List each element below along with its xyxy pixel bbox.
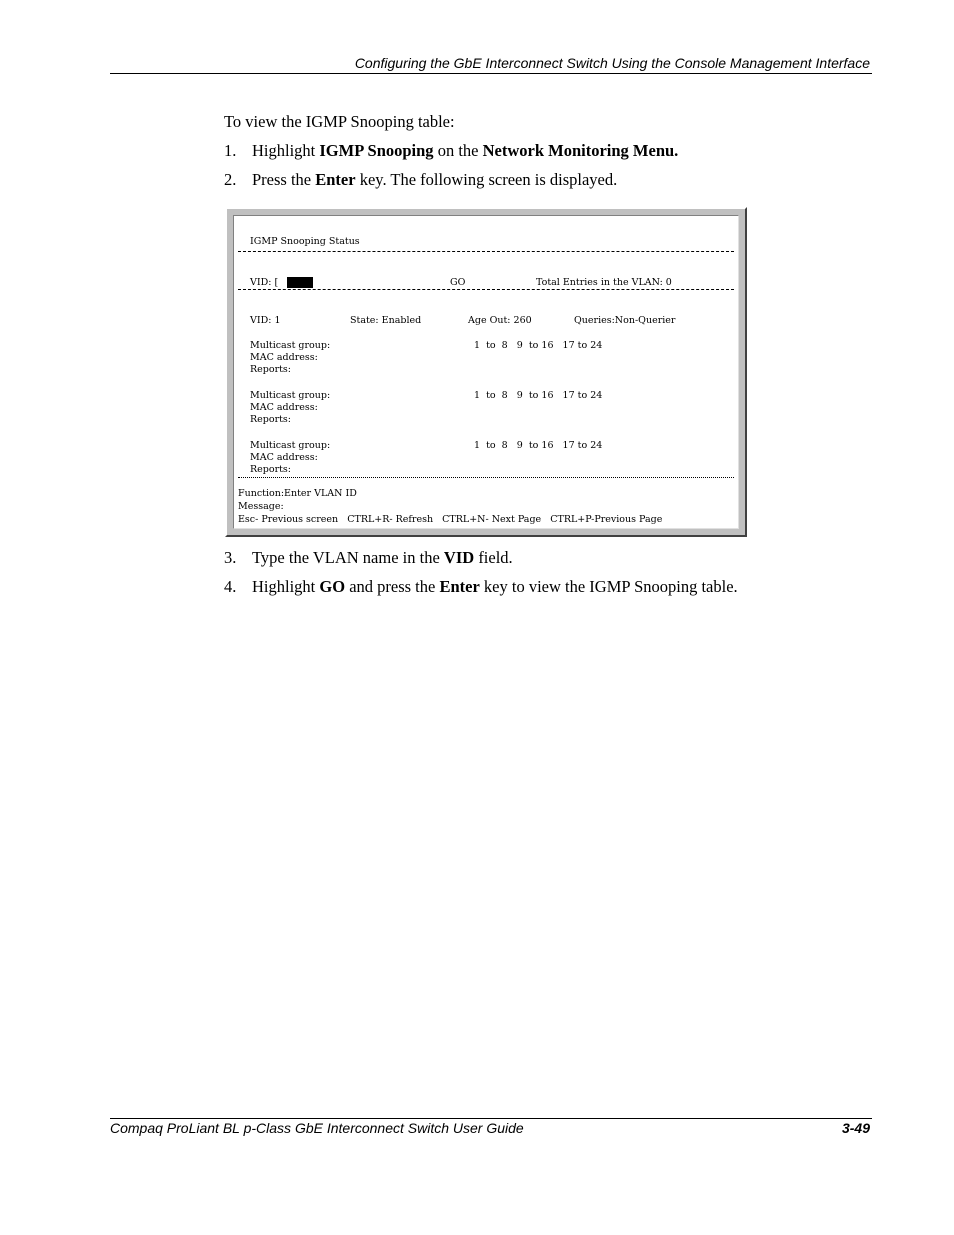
reports-label: Reports: bbox=[250, 364, 292, 375]
step-text: key. The following screen is displayed. bbox=[355, 170, 618, 189]
status-vid: VID: 1 bbox=[250, 315, 281, 326]
step-text: Highlight bbox=[252, 141, 320, 160]
multicast-group-label: Multicast group: bbox=[250, 440, 331, 451]
console-screenshot bbox=[225, 207, 747, 537]
footer-title: Compaq ProLiant BL p-Class GbE Interconnect Switch User Guide bbox=[110, 1120, 524, 1136]
mac-address-label: MAC address: bbox=[250, 452, 318, 463]
header-rule bbox=[110, 73, 872, 74]
step-1 bbox=[224, 141, 864, 161]
step-text: key to view the IGMP Snooping table. bbox=[479, 577, 738, 596]
status-state: State: Enabled bbox=[350, 315, 422, 326]
step-bold: IGMP Snooping bbox=[319, 141, 434, 160]
vid-close: ] bbox=[307, 277, 311, 288]
vid-label: VID: [ bbox=[250, 277, 279, 288]
console-title: IGMP Snooping Status bbox=[250, 236, 360, 247]
go-button[interactable]: GO bbox=[450, 277, 466, 288]
reports-label: Reports: bbox=[250, 414, 292, 425]
step-bold: Enter bbox=[439, 577, 480, 596]
message-line: Message: bbox=[238, 501, 284, 512]
function-line: Function:Enter VLAN ID bbox=[238, 488, 357, 499]
step-number: 3. bbox=[224, 548, 237, 567]
reports-label: Reports: bbox=[250, 464, 292, 475]
step-text: Press the bbox=[252, 170, 316, 189]
step-bold: Enter bbox=[315, 170, 356, 189]
step-text: on the bbox=[433, 141, 483, 160]
intro-text: To view the IGMP Snooping table: bbox=[224, 112, 455, 131]
page-number: 3-49 bbox=[841, 1120, 870, 1136]
console-screen bbox=[233, 215, 739, 529]
step-number: 1. bbox=[224, 141, 237, 160]
step-bold: Network Monitoring Menu. bbox=[482, 141, 679, 160]
multicast-group-label: Multicast group: bbox=[250, 390, 331, 401]
step-bold: VID bbox=[443, 548, 475, 567]
step-text: Highlight bbox=[252, 577, 320, 596]
status-age: Age Out: 260 bbox=[468, 315, 532, 326]
step-text: field. bbox=[474, 548, 513, 567]
step-text: Type the VLAN name in the bbox=[252, 548, 444, 567]
step-3 bbox=[224, 548, 864, 568]
step-text: and press the bbox=[345, 577, 440, 596]
port-range: 1 to 8 9 to 16 17 to 24 bbox=[474, 390, 603, 401]
star-divider bbox=[238, 477, 734, 478]
total-entries: Total Entries in the VLAN: 0 bbox=[536, 277, 672, 288]
divider bbox=[238, 289, 734, 290]
header-title: Configuring the GbE Interconnect Switch Using the Console Management Interface bbox=[354, 55, 870, 71]
port-range: 1 to 8 9 to 16 17 to 24 bbox=[474, 440, 603, 451]
mac-address-label: MAC address: bbox=[250, 352, 318, 363]
port-range: 1 to 8 9 to 16 17 to 24 bbox=[474, 340, 603, 351]
multicast-group-label: Multicast group: bbox=[250, 340, 331, 351]
step-bold: GO bbox=[319, 577, 346, 596]
key-help-line: Esc- Previous screen CTRL+R- Refresh CTRL+N- Next Page CTRL+P-Previous Page bbox=[238, 514, 663, 525]
mac-address-label: MAC address: bbox=[250, 402, 318, 413]
divider bbox=[238, 251, 734, 252]
status-queries: Queries:Non-Querier bbox=[574, 315, 676, 326]
step-2 bbox=[224, 170, 864, 190]
step-number: 4. bbox=[224, 577, 237, 596]
step-number: 2. bbox=[224, 170, 237, 189]
step-4 bbox=[224, 577, 864, 597]
footer-rule bbox=[110, 1118, 872, 1119]
